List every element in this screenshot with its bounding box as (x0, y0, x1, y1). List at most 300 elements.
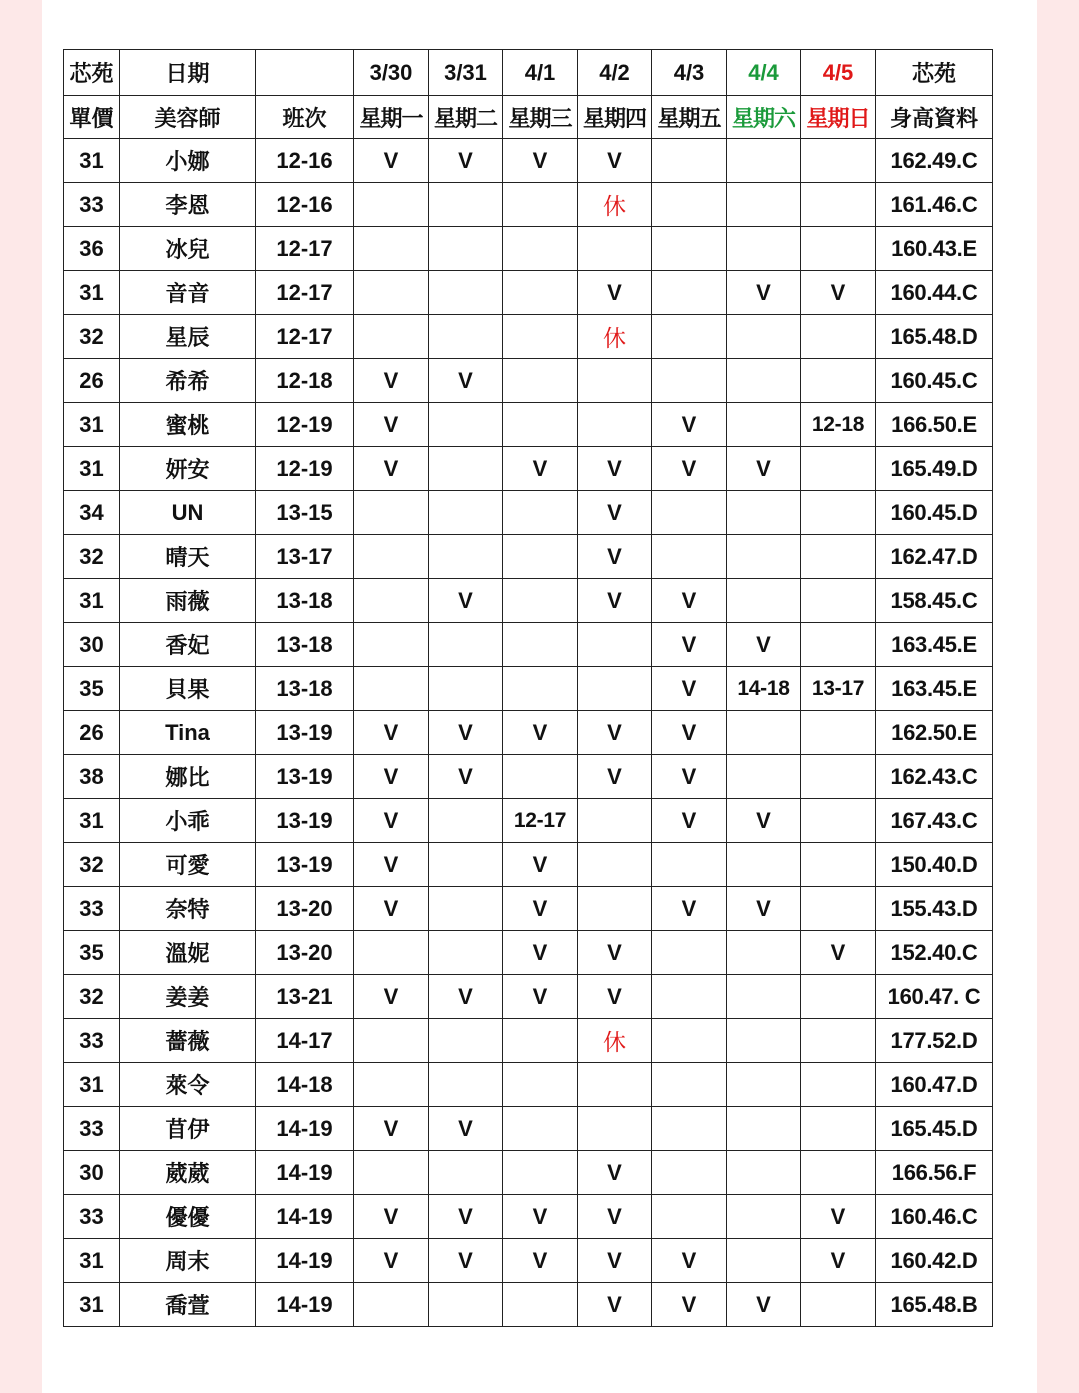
day-cell (727, 975, 801, 1019)
weekday-header: 星期五 (652, 96, 727, 139)
day-cell (727, 359, 801, 403)
day-cell (354, 491, 429, 535)
day-cell: V (578, 447, 652, 491)
day-cell: V (801, 931, 876, 975)
height-cell: 167.43.C (876, 799, 993, 843)
day-cell: V (801, 271, 876, 315)
table-row (64, 447, 993, 491)
day-cell: V (578, 931, 652, 975)
day-cell (801, 359, 876, 403)
day-cell (652, 183, 727, 227)
day-cell: 13-17 (801, 667, 876, 711)
day-cell (801, 227, 876, 271)
day-cell (727, 315, 801, 359)
height-cell: 165.48.D (876, 315, 993, 359)
day-cell: V (652, 447, 727, 491)
table-row (64, 403, 993, 447)
unit-price-cell: 32 (64, 315, 120, 359)
day-cell (503, 1151, 578, 1195)
shift-cell: 12-18 (256, 359, 354, 403)
day-cell: V (503, 1195, 578, 1239)
beautician-name-cell: 苜伊 (120, 1107, 256, 1151)
height-label: 身高資料 (876, 96, 993, 139)
shift-cell: 13-19 (256, 799, 354, 843)
height-cell: 165.48.B (876, 1283, 993, 1327)
date-header-sunday: 4/5 (801, 50, 876, 96)
day-cell: V (429, 975, 503, 1019)
brand-right: 芯苑 (876, 50, 993, 96)
header-row-dates (64, 50, 993, 96)
day-cell (801, 491, 876, 535)
table-row (64, 315, 993, 359)
table-row (64, 271, 993, 315)
day-cell (429, 667, 503, 711)
day-cell (801, 843, 876, 887)
day-cell (727, 579, 801, 623)
day-cell (727, 403, 801, 447)
beautician-name-cell: 可愛 (120, 843, 256, 887)
shift-cell: 13-17 (256, 535, 354, 579)
day-cell (503, 1107, 578, 1151)
day-cell (652, 1195, 727, 1239)
weekday-header: 星期二 (429, 96, 503, 139)
shift-cell: 14-19 (256, 1195, 354, 1239)
height-cell: 161.46.C (876, 183, 993, 227)
day-cell: V (354, 711, 429, 755)
weekday-header-saturday: 星期六 (727, 96, 801, 139)
day-cell: V (429, 359, 503, 403)
height-cell: 152.40.C (876, 931, 993, 975)
day-cell: V (429, 139, 503, 183)
shift-cell: 12-17 (256, 315, 354, 359)
day-cell (429, 799, 503, 843)
day-cell (429, 315, 503, 359)
shift-cell: 13-21 (256, 975, 354, 1019)
day-cell (354, 227, 429, 271)
day-cell (652, 535, 727, 579)
day-cell (801, 623, 876, 667)
height-cell: 165.45.D (876, 1107, 993, 1151)
table-row (64, 491, 993, 535)
unit-price-cell: 31 (64, 579, 120, 623)
height-cell: 158.45.C (876, 579, 993, 623)
brand-left: 芯苑 (64, 50, 120, 96)
day-cell: V (354, 1107, 429, 1151)
day-cell (429, 843, 503, 887)
day-cell (429, 1283, 503, 1327)
shift-cell: 14-18 (256, 1063, 354, 1107)
day-cell (652, 1019, 727, 1063)
day-cell: V (503, 447, 578, 491)
day-cell (503, 271, 578, 315)
day-cell: V (354, 843, 429, 887)
beautician-name-cell: 晴天 (120, 535, 256, 579)
day-cell (801, 1107, 876, 1151)
day-cell (652, 975, 727, 1019)
day-cell: V (727, 887, 801, 931)
day-cell (727, 535, 801, 579)
table-row (64, 1283, 993, 1327)
day-cell (354, 535, 429, 579)
shift-cell: 12-17 (256, 227, 354, 271)
unit-price-cell: 33 (64, 887, 120, 931)
day-cell: V (801, 1239, 876, 1283)
day-cell (801, 1019, 876, 1063)
day-cell: V (354, 799, 429, 843)
table-row (64, 535, 993, 579)
table-row (64, 227, 993, 271)
day-cell (727, 931, 801, 975)
day-cell: V (727, 271, 801, 315)
day-cell (503, 491, 578, 535)
day-cell: V (429, 1107, 503, 1151)
day-cell: V (652, 667, 727, 711)
day-cell (727, 1019, 801, 1063)
day-cell (503, 359, 578, 403)
unit-price-cell: 38 (64, 755, 120, 799)
beautician-name-cell: 喬萱 (120, 1283, 256, 1327)
date-header: 3/30 (354, 50, 429, 96)
beautician-name-cell: UN (120, 491, 256, 535)
day-cell (429, 183, 503, 227)
day-cell (801, 755, 876, 799)
unit-price-cell: 35 (64, 667, 120, 711)
day-cell (652, 843, 727, 887)
height-cell: 166.56.F (876, 1151, 993, 1195)
day-cell (429, 403, 503, 447)
day-cell (652, 931, 727, 975)
shift-cell: 14-19 (256, 1107, 354, 1151)
day-cell: V (578, 711, 652, 755)
table-row (64, 887, 993, 931)
day-cell (801, 1151, 876, 1195)
shift-cell: 13-18 (256, 623, 354, 667)
day-cell: V (354, 887, 429, 931)
height-cell: 160.45.D (876, 491, 993, 535)
day-cell: V (429, 1239, 503, 1283)
day-cell (354, 315, 429, 359)
unit-price-cell: 31 (64, 1063, 120, 1107)
beautician-label: 美容師 (120, 96, 256, 139)
day-cell: V (578, 1283, 652, 1327)
day-cell (652, 1063, 727, 1107)
day-cell: V (354, 403, 429, 447)
day-cell: V (354, 755, 429, 799)
day-cell: 14-18 (727, 667, 801, 711)
day-cell: V (503, 711, 578, 755)
day-cell: V (578, 139, 652, 183)
shift-cell: 13-18 (256, 667, 354, 711)
height-cell: 160.46.C (876, 1195, 993, 1239)
day-cell (503, 667, 578, 711)
day-cell (801, 975, 876, 1019)
day-cell (429, 887, 503, 931)
unit-price-cell: 31 (64, 1239, 120, 1283)
day-cell (727, 227, 801, 271)
unit-price-cell: 33 (64, 1019, 120, 1063)
day-cell (429, 623, 503, 667)
day-cell: V (727, 623, 801, 667)
day-cell (354, 931, 429, 975)
beautician-name-cell: 李恩 (120, 183, 256, 227)
height-cell: 163.45.E (876, 667, 993, 711)
unit-price-cell: 26 (64, 711, 120, 755)
unit-price-cell: 34 (64, 491, 120, 535)
day-cell: V (578, 491, 652, 535)
day-cell (354, 579, 429, 623)
beautician-name-cell: 香妃 (120, 623, 256, 667)
shift-cell: 14-19 (256, 1239, 354, 1283)
unit-price-cell: 30 (64, 623, 120, 667)
shift-cell: 13-19 (256, 843, 354, 887)
day-cell (578, 359, 652, 403)
day-cell (727, 755, 801, 799)
shift-cell: 12-16 (256, 183, 354, 227)
height-cell: 162.47.D (876, 535, 993, 579)
day-cell: 12-17 (503, 799, 578, 843)
date-header: 4/1 (503, 50, 578, 96)
day-cell (354, 183, 429, 227)
shift-cell: 13-18 (256, 579, 354, 623)
day-cell: 休 (578, 1019, 652, 1063)
height-cell: 160.42.D (876, 1239, 993, 1283)
day-cell (578, 1107, 652, 1151)
day-cell: V (652, 623, 727, 667)
day-cell (652, 359, 727, 403)
shift-cell: 12-19 (256, 403, 354, 447)
day-cell (503, 1283, 578, 1327)
shift-cell: 14-19 (256, 1283, 354, 1327)
table-row (64, 1063, 993, 1107)
day-cell (429, 931, 503, 975)
beautician-name-cell: 娜比 (120, 755, 256, 799)
day-cell (652, 227, 727, 271)
table-row (64, 579, 993, 623)
day-cell: V (429, 1195, 503, 1239)
day-cell: V (578, 975, 652, 1019)
table-row (64, 359, 993, 403)
day-cell (503, 623, 578, 667)
unit-price-cell: 33 (64, 1107, 120, 1151)
day-cell (429, 1151, 503, 1195)
beautician-name-cell: 星辰 (120, 315, 256, 359)
table-row (64, 755, 993, 799)
day-cell (354, 271, 429, 315)
day-cell (503, 183, 578, 227)
schedule-sheet (42, 0, 1037, 1393)
weekday-header-sunday: 星期日 (801, 96, 876, 139)
shift-cell: 14-17 (256, 1019, 354, 1063)
day-cell (652, 1107, 727, 1151)
shift-cell: 13-20 (256, 931, 354, 975)
height-cell: 166.50.E (876, 403, 993, 447)
table-row (64, 1019, 993, 1063)
shift-label: 班次 (256, 96, 354, 139)
day-cell: V (503, 887, 578, 931)
day-cell: V (578, 1239, 652, 1283)
day-cell: V (652, 1283, 727, 1327)
day-cell (801, 535, 876, 579)
shift-cell: 13-19 (256, 755, 354, 799)
beautician-name-cell: 小乖 (120, 799, 256, 843)
day-cell (652, 491, 727, 535)
unit-price-cell: 36 (64, 227, 120, 271)
beautician-name-cell: 薔薇 (120, 1019, 256, 1063)
day-cell: 12-18 (801, 403, 876, 447)
table-row (64, 1195, 993, 1239)
height-cell: 150.40.D (876, 843, 993, 887)
day-cell: V (429, 755, 503, 799)
day-cell: V (578, 1195, 652, 1239)
height-cell: 165.49.D (876, 447, 993, 491)
unit-price-cell: 31 (64, 271, 120, 315)
height-cell: 162.50.E (876, 711, 993, 755)
day-cell: V (354, 359, 429, 403)
day-cell: V (727, 447, 801, 491)
shift-cell: 12-19 (256, 447, 354, 491)
day-cell (578, 799, 652, 843)
beautician-name-cell: 姜姜 (120, 975, 256, 1019)
day-cell (652, 1151, 727, 1195)
shift-cell: 12-16 (256, 139, 354, 183)
unit-price-cell: 35 (64, 931, 120, 975)
day-cell (354, 1151, 429, 1195)
day-cell (578, 887, 652, 931)
unit-price-cell: 32 (64, 975, 120, 1019)
beautician-name-cell: Tina (120, 711, 256, 755)
table-row (64, 975, 993, 1019)
table-row (64, 799, 993, 843)
day-cell (801, 579, 876, 623)
day-cell (429, 271, 503, 315)
day-cell: V (354, 1195, 429, 1239)
beautician-name-cell: 希希 (120, 359, 256, 403)
shift-cell: 13-15 (256, 491, 354, 535)
date-header: 4/3 (652, 50, 727, 96)
schedule-table (63, 49, 993, 1327)
day-cell (727, 1151, 801, 1195)
unit-price-cell: 31 (64, 1283, 120, 1327)
day-cell (354, 1019, 429, 1063)
shift-cell: 13-19 (256, 711, 354, 755)
day-cell (652, 315, 727, 359)
day-cell: V (354, 447, 429, 491)
day-cell (503, 755, 578, 799)
day-cell: V (354, 139, 429, 183)
day-cell: V (801, 1195, 876, 1239)
day-cell: V (727, 799, 801, 843)
table-row (64, 667, 993, 711)
unit-price-cell: 31 (64, 447, 120, 491)
unit-price-cell: 32 (64, 843, 120, 887)
day-cell: V (652, 579, 727, 623)
day-cell (727, 1195, 801, 1239)
height-cell: 162.43.C (876, 755, 993, 799)
day-cell (727, 139, 801, 183)
day-cell (727, 711, 801, 755)
day-cell (578, 1063, 652, 1107)
unit-price-cell: 31 (64, 139, 120, 183)
date-header-saturday: 4/4 (727, 50, 801, 96)
day-cell (429, 491, 503, 535)
day-cell (429, 227, 503, 271)
date-label: 日期 (120, 50, 256, 96)
beautician-name-cell: 奈特 (120, 887, 256, 931)
weekday-header: 星期三 (503, 96, 578, 139)
day-cell (801, 1283, 876, 1327)
table-row (64, 931, 993, 975)
unit-price-cell: 31 (64, 403, 120, 447)
day-cell (578, 227, 652, 271)
day-cell: V (652, 711, 727, 755)
table-row (64, 843, 993, 887)
day-cell (578, 403, 652, 447)
day-cell: V (429, 579, 503, 623)
weekday-header: 星期一 (354, 96, 429, 139)
beautician-name-cell: 貝果 (120, 667, 256, 711)
day-cell: V (578, 271, 652, 315)
day-cell (727, 843, 801, 887)
unit-price-cell: 26 (64, 359, 120, 403)
table-row (64, 139, 993, 183)
unit-price-cell: 33 (64, 1195, 120, 1239)
day-cell: V (652, 403, 727, 447)
table-row (64, 711, 993, 755)
day-cell: V (503, 975, 578, 1019)
height-cell: 160.47.D (876, 1063, 993, 1107)
day-cell: 休 (578, 315, 652, 359)
day-cell (801, 887, 876, 931)
day-cell (503, 227, 578, 271)
day-cell: V (652, 887, 727, 931)
unit-price-label: 單價 (64, 96, 120, 139)
shift-cell: 12-17 (256, 271, 354, 315)
day-cell (503, 315, 578, 359)
day-cell (503, 1019, 578, 1063)
table-row (64, 1107, 993, 1151)
day-cell (503, 579, 578, 623)
day-cell (429, 1019, 503, 1063)
day-cell (652, 139, 727, 183)
day-cell: V (578, 579, 652, 623)
day-cell (801, 183, 876, 227)
day-cell (801, 711, 876, 755)
beautician-name-cell: 優優 (120, 1195, 256, 1239)
day-cell (354, 623, 429, 667)
beautician-name-cell: 周末 (120, 1239, 256, 1283)
day-cell: V (354, 1239, 429, 1283)
day-cell: V (578, 1151, 652, 1195)
day-cell (801, 799, 876, 843)
day-cell (727, 491, 801, 535)
day-cell: V (503, 843, 578, 887)
day-cell: V (503, 931, 578, 975)
day-cell (429, 1063, 503, 1107)
table-row (64, 623, 993, 667)
day-cell (578, 623, 652, 667)
day-cell (801, 139, 876, 183)
day-cell (801, 447, 876, 491)
day-cell (801, 1063, 876, 1107)
beautician-name-cell: 冰兒 (120, 227, 256, 271)
day-cell (727, 1063, 801, 1107)
day-cell (801, 315, 876, 359)
height-cell: 160.44.C (876, 271, 993, 315)
day-cell (578, 843, 652, 887)
day-cell (429, 535, 503, 579)
day-cell: V (652, 1239, 727, 1283)
day-cell: 休 (578, 183, 652, 227)
